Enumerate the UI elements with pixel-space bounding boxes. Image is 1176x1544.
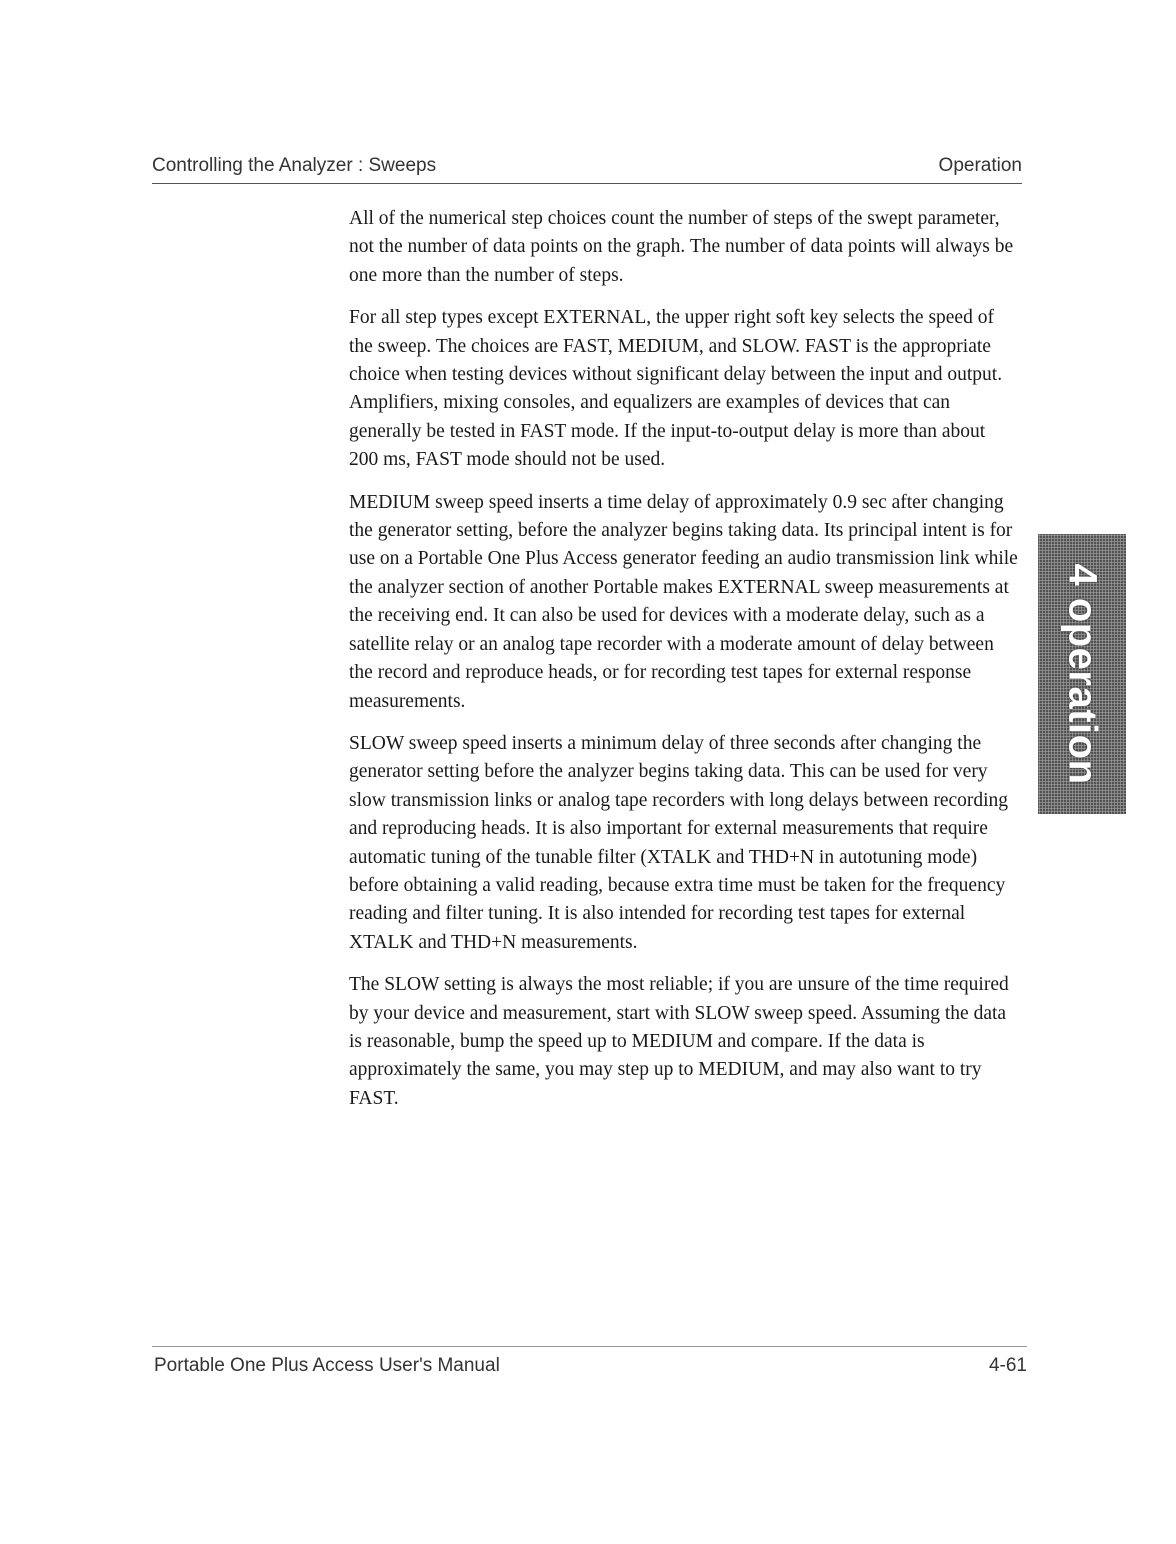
chapter-tab-label: 4 operation	[1060, 563, 1105, 785]
paragraph-sweep-speed-fast: For all step types except EXTERNAL, the upper right soft key selects the speed of the sweep. The choices are FAST, MEDIUM, and SLOW. FAST is the appropriate choice when testing devices without significant delay between the input and output. Amplifiers, mixing consoles, and equalizers are examples of devices that can generally be tested in FAST mode. If the input-to-output delay is more than about 200 ms, FAST mode should not be used.	[349, 307, 1003, 471]
paragraph-step-counts: All of the numerical step choices count the number of steps of the swept parameter, not the number of data points on the graph. The number of data points will always be one more than the number of steps.	[349, 208, 1014, 286]
running-footer	[152, 1346, 1027, 1379]
paragraph-sweep-speed-medium: MEDIUM sweep speed inserts a time delay of approximately 0.9 sec after changing the generator setting, before the analyzer begins taking data. Its principal intent is for use on a Portable One Plus Access generator feeding an audio transmission link while the analyzer section of another Portable makes EXTERNAL sweep measurements at the receiving end. It can also be used for devices with a moderate delay, such as a satellite relay or an analog tape recorder with a moderate amount of delay between the record and reproduce heads, or for recording test tapes for external response measurements.	[349, 491, 1018, 712]
page-number: 4-61	[988, 1355, 1027, 1376]
header-section-title: Controlling the Analyzer : Sweeps	[152, 155, 437, 176]
header-chapter-title: Operation	[938, 155, 1022, 176]
running-header	[152, 155, 1022, 184]
footer-manual-title: Portable One Plus Access User's Manual	[154, 1355, 500, 1376]
paragraph-speed-recommendation: The SLOW setting is always the most reliable; if you are unsure of the time required by your device and measurement, start with SLOW sweep speed. Assuming the data is reasonable, bump the speed up to MEDIUM and compare. If the data is approximately the same, you may step up to MEDIUM, and may also want to try FAST.	[349, 974, 1009, 1109]
paragraph-sweep-speed-slow: SLOW sweep speed inserts a minimum delay of three seconds after changing the generator setting before the analyzer begins taking data. This can be used for very slow transmission links or analog tape recorders with long delays between recording and reproducing heads. It is also important for external measurements that require automatic tuning of the tunable filter (XTALK and THD+N in autotuning mode) before obtaining a valid reading, because extra time must be taken for the frequency reading and filter tuning. It is also intended for recording test tapes for external XTALK and THD+N measurements.	[349, 732, 1009, 953]
chapter-side-tab	[1038, 534, 1126, 814]
body-text	[349, 205, 1019, 1127]
